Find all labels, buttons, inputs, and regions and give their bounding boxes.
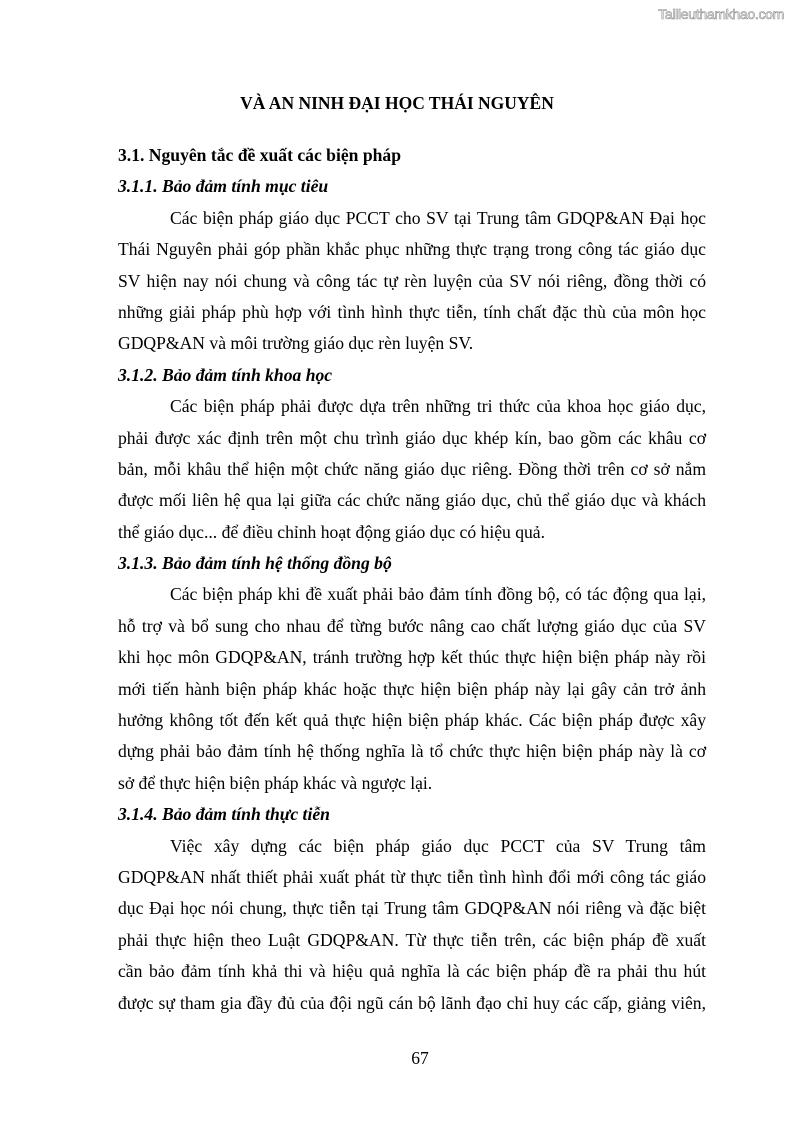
paragraph-line: GDQP&AN nhất thiết phải xuất phát từ thực tiễn tình hình đổi mới công tác giáo: [118, 866, 706, 887]
paragraph-line: Các biện pháp giáo dục PCCT cho SV tại Trung tâm GDQP&AN Đại học: [170, 207, 706, 228]
paragraph-line: được mối liên hệ qua lại giữa các chức năng giáo dục, chủ thể giáo dục và khách: [118, 490, 706, 511]
subsection-heading: 3.1.3. Bảo đảm tính hệ thống đồng bộ: [118, 553, 392, 574]
paragraph-line: mới tiến hành biện pháp khác hoặc thực hiện biện pháp này lại gây cản trở ảnh: [118, 678, 706, 699]
document-body: [118, 140, 706, 1019]
paragraph-line: phải thực hiện theo Luật GDQP&AN. Từ thực tiễn trên, các biện pháp đề xuất: [118, 929, 706, 950]
paragraph-line: những giải pháp phù hợp với tình hình thực tiễn, tính chất đặc thù của môn học: [118, 301, 706, 322]
subsection-heading: 3.1.2. Bảo đảm tính khoa học: [118, 364, 333, 385]
paragraph-line: được sự tham gia đầy đủ của đội ngũ cán bộ lãnh đạo chỉ huy các cấp, giảng viên,: [118, 992, 706, 1013]
paragraph-line: Các biện pháp phải được dựa trên những tri thức của khoa học giáo dục,: [170, 396, 706, 417]
paragraph: [118, 579, 706, 799]
subsection-heading: 3.1.1. Bảo đảm tính mục tiêu: [118, 176, 329, 197]
paragraph: [118, 831, 706, 1019]
section-heading: 3.1. Nguyên tắc đề xuất các biện pháp: [118, 145, 401, 165]
watermark: Tailieuthamkhao.com: [658, 6, 784, 22]
paragraph-line: hỗ trợ và bổ sung cho nhau để từng bước nâng cao chất lượng giáo dục của SV: [118, 615, 706, 636]
subsection-heading: 3.1.4. Bảo đảm tính thực tiễn: [118, 804, 330, 825]
paragraph-line: GDQP&AN và môi trường giáo dục rèn luyện SV.: [118, 333, 474, 354]
paragraph-line: dựng phải bảo đảm tính hệ thống nghĩa là tổ chức thực hiện biện pháp này là cơ: [118, 741, 706, 762]
paragraph: [118, 391, 706, 548]
page-title: VÀ AN NINH ĐẠI HỌC THÁI NGUYÊN: [240, 93, 554, 113]
paragraph-line: khi học môn GDQP&AN, tránh trường hợp kết thúc thực hiện biện pháp này rồi: [118, 647, 706, 668]
paragraph-line: cần bảo đảm tính khả thi và hiệu quả nghĩa là các biện pháp đề ra phải thu hút: [118, 961, 706, 982]
paragraph-line: phải được xác định trên một chu trình giáo dục khép kín, bao gồm các khâu cơ: [118, 427, 706, 448]
page-number: 67: [411, 1048, 429, 1068]
paragraph-line: SV hiện nay nói chung và công tác tự rèn luyện của SV nói riêng, đồng thời có: [118, 270, 706, 291]
paragraph-line: dục Đại học nói chung, thực tiễn tại Trung tâm GDQP&AN nói riêng và đặc biệt: [118, 898, 706, 919]
paragraph-line: Thái Nguyên phải góp phần khắc phục những thực trạng trong công tác giáo dục: [118, 239, 706, 260]
paragraph-line: Việc xây dựng các biện pháp giáo dục PCCT của SV Trung tâm: [170, 835, 706, 856]
paragraph-line: hưởng không tốt đến kết quả thực hiện biện pháp khác. Các biện pháp được xây: [118, 710, 706, 731]
paragraph-line: Các biện pháp khi đề xuất phải bảo đảm tính đồng bộ, có tác động qua lại,: [170, 584, 706, 605]
paragraph-line: bản, mỗi khâu thể hiện một chức năng giáo dục riêng. Đồng thời trên cơ sở nắm: [118, 458, 706, 479]
paragraph-line: sở để thực hiện biện pháp khác và ngược lại.: [118, 772, 433, 793]
paragraph-line: thể giáo dục... để điều chỉnh hoạt động giáo dục có hiệu quả.: [118, 521, 546, 542]
paragraph: [118, 203, 706, 360]
